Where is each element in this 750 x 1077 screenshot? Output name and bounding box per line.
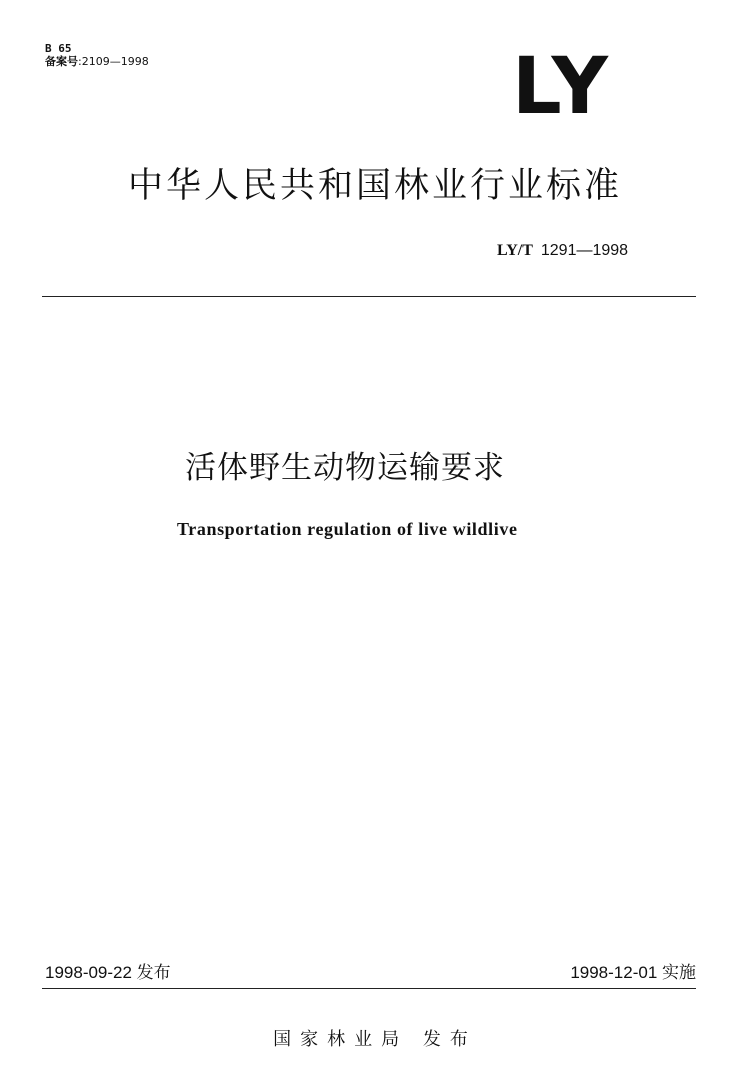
ly-logo: LY xyxy=(512,42,611,132)
bottom-divider xyxy=(42,988,696,989)
standard-code-prefix: LY/T xyxy=(497,242,533,259)
document-title-english: Transportation regulation of live wildlive xyxy=(177,519,518,539)
standard-code xyxy=(497,240,628,261)
standard-code-number: 1291—1998 xyxy=(540,242,629,259)
publisher: 国家林业局 发布 xyxy=(273,1029,477,1050)
issue-date: 1998-09-22 发布 xyxy=(45,963,171,982)
record-number-value: :2109—1998 xyxy=(78,55,149,68)
implementation-date: 1998-12-01 实施 xyxy=(570,963,696,982)
record-number xyxy=(45,55,149,69)
standard-title: 中华人民共和国林业行业标准 xyxy=(127,166,622,206)
record-number-label: 备案号 xyxy=(45,55,78,68)
document-title-chinese: 活体野生动物运输要求 xyxy=(185,450,505,486)
top-divider xyxy=(42,296,696,297)
classification-code: B 65 xyxy=(45,42,72,55)
